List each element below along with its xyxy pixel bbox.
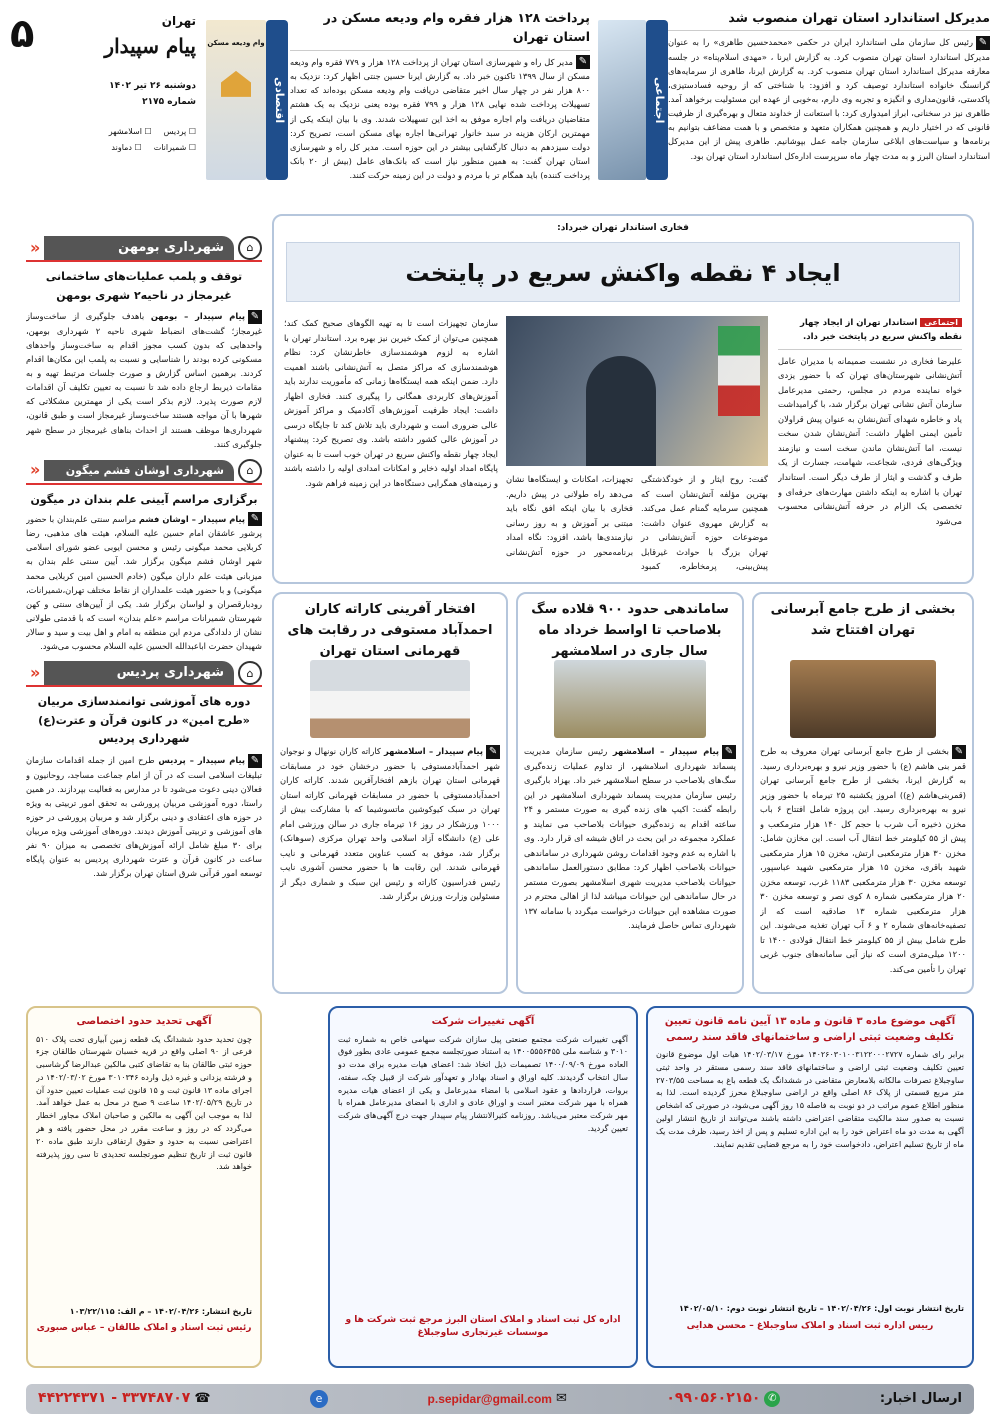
muni-label: شهرداری اوشان فشم میگون (44, 460, 234, 481)
ad-boundary (26, 1006, 262, 1368)
ad-title: آگهی تحدید حدود اختصاصی (76, 1016, 212, 1027)
article-title: ساماندهی حدود ۹۰۰ قلاده سگ بلاصاحب تا اواسط خرداد ماه سال جاری در اسلامشهر (531, 602, 729, 659)
pen-icon: ✎ (248, 754, 262, 768)
feature-text: گفت: روح ایثار و از خودگذشتگی بهترین مؤلفه آتش‌نشان است که همچنین سرمایه گمنام عمل می‌کند. به گزارش مهروی عنوان داشت: موضوعات حوزه آتش‌نشانی در تهران بزرگ با حوادث غیرقابل پیش‌بینی، پرمخاطره، کمبود تجهیزات، امکانات و ایستگاه‌ها نشان می‌دهد راه طولانی در پیش داریم. فخاری با بیان اینکه افق نگاه باید مبتنی بر آموزش و به روز رسانی نیازمندی‌ها باشد، افزود: نگاه امداد برنامه‌محور در حوزه آتش‌نشانی (506, 474, 768, 572)
ad-title: آگهی تغییرات شرکت (431, 1016, 535, 1027)
ad-body: چون تحدید حدود ششدانگ یک قطعه زمین آبیاری تحت پلاک ۵۱۰ فرعی از ۹۰ اصلی واقع در قریه خسبان شهرستان طالقان جزء حوزه ثبتی طالقان بنا به تقاضای کتبی مالکین عبدالرضا گرشاسبی و فرشته یزدانی و غیره ذیل وارده ۳۰۱۰۳۴۶ مورخ ۱۴۰۲/۰۳/۰۲ در اجرای ماده ۱۳ قانون ثبت و ۱۵ قانون ثبت عملیات تعیین حدود آن در تاریخ ۱۴۰۲/۰۵/۲۹ ساعت ۹ صبح در محل به عمل خواهد آمد. لذا به موجب این آگهی به مالکین و صاحبان املاک مجاور اخطار می‌گردد که در روز و ساعت مقرر در محل حضور یافته و هر اعتراضی نسبت به حدود و حقوق ارتفاقی دارند طبق ماده ۲۰ قانون ثبت از تاریخ تنظیم صورتجلسه تحدیدی تا سی روز پذیرفته خواهد شد. (36, 1034, 252, 1172)
issue-date: دوشنبه ۲۶ تیر ۱۴۰۲ (109, 81, 196, 91)
article-water (752, 592, 974, 994)
graphic-caption: وام ودیعه مسکن (207, 39, 265, 47)
governor-photo (506, 316, 768, 466)
article-dogs (516, 592, 744, 994)
feature-col-right (778, 316, 962, 578)
feature-text: علیرضا فخاری در نشست صمیمانه با مدیران عامل آتش‌نشانی شهرستان‌های تهران که با حضور یزدی خواه نماینده مردم در مجلس، رحمتی مدیرعامل سازمان آتش نشانی تهران برگزار شد، با گرامیداشت یاد و خاطره شهدای آتش‌نشان به عنوان پیش قراولان تأمین ایمنی اظهار داشت: آتش‌نشان شدن سخت نیست، اما آتش‌نشان ماندن سخت است و نیازمند ویژگی‌های فردی، شجاعت، شهامت، جسارت از یک طرف و گذشت و ایثار از طرف دیگر است. استاندار تهران با اشاره به اینکه داشتن مهارت‌های حرفه‌ای و تخصصی یک الزام در حرفه آتش‌نشانی محسوب می‌شود (778, 355, 962, 526)
deposit-loan-graphic (206, 20, 266, 180)
logo: تهران پیام سپیدار (104, 14, 196, 58)
city-checkbox: ☐ پردیس (163, 127, 196, 136)
ad-signature: اداره کل ثبت اسناد و املاک استان البرز مرجع ثبت شرکت ها و موسسات غیرتجاری ساوجبلاغ (345, 1314, 621, 1339)
ad-land-registration (646, 1006, 974, 1368)
municipality-logo-icon: ⌂ (238, 661, 262, 685)
muni-body: ✎پیام سپیدار – اوشان فشم مراسم سنتی علم‌بندان با حضور پرشور عاشقان امام حسین علیه السلام، هیئت های مذهبی، رضا کربلایی محمد میگونی رئیس و محسن ایوبی عضو شورای اسلامی شهر اوشان فشم میگون برگزار شد. آیین سنتی علم بندان به میزبانی هیئت علم داران میگون (خادم الحسین امین کربلایی محمد میگونی) و با حضور هیئت علمداران از نقاط مختلف تهران،شمیرانات، رودبارقصران و لواسان برگزار شد. یکی از آیین‌های سنتی و کهن شهرستان شمیرانات مراسم «علم بندان» است که با قدمتی طولانی نشان از دلدادگی مردم این منطقه به امام و اهل بیت و سید و سالار شهیدان حضرت اباعبدالله الحسین علیه السلام محسوب می‌شود. (26, 513, 262, 652)
issue-number: شماره ۲۱۷۵ (142, 97, 196, 107)
article-body: ✎پیام سپیدار – اسلامشهر کاراته کاران نونهال و نوجوان شهر احمدآبادمستوفی با حضور درخشان خود در مسابقات قهرمانی استان تهران بازهم افتخارآفرین شدند. کاراته کاران احمدآبادمستوفی با حضور در مسابقات قهرمانی کاراته استان تهران در سبک کیوکوشین ماتسوشیما که با مشارکت بیش از ۱۰۰۰ ورزشکار در روز ۱۶ تیرماه جاری در سالن ورزشی امام علی (ع) دانشگاه آزاد اسلامی واحد تهران مرکزی (سوهانک) برگزار شد، موفق به کسب عناوین متعدد قهرمانی و نایب قهرمانی شدند. این رقابت ها با حضور محسن آشوری نایب رئیس فدراسیون کاراته و رئیس این سبک و شماری دیگر از مسئولین وزارت ورزش برگزار شد. (280, 745, 500, 902)
appointment-photo (598, 20, 646, 180)
muni-label: شهرداری بومهن (44, 236, 234, 260)
feature-lead-box: اجتماعی استاندار تهران از ایجاد چهار نقطه واکنش سریع در پایتخت خبر داد. (778, 316, 962, 350)
pen-icon: ✎ (576, 55, 590, 69)
send-news-label: ارسال اخبار: (879, 1390, 962, 1406)
article-title: پرداخت ۱۲۸ هزار فقره وام ودیعه مسکن در استان تهران (290, 8, 590, 51)
article-body: ✎پیام سپیدار – اسلامشهر رئیس سازمان مدیریت پسماند شهرداری اسلامشهر، از تداوم عملیات زنده‌گیری سگ‌های بلاصاحب در سطح اسلامشهر خبر داد. بهزاد بارگیری رئیس سازمان مدیریت پسماند شهرداری اسلامشهر در این رابطه گفت: اکیپ های زنده گیری به صورت مستمر و ۲۴ ساعته اقدام به زنده‌گیری حیوانات بلاصاحب می نمایند و عملکرد مجموعه در این بحث در اتاق شیشه ای قرار دارد. وی با اشاره به عدم وجود اقدامات روشن شهرداری در ساماندهی حیوانات بلاصاحب اظهار کرد: مطابق دستورالعمل ساماندهی حیوانات بلاصاحب مدیریت شهری اسلامشهر بصورت مستمر در حال ساماندهی این حیوانات میباشد لذا از اهالی محترم در صورت مشاهده این حیوانات درخواست میگردد با سامانه ۱۳۷ شهرداری تماس حاصل فرمایند. (524, 745, 736, 931)
footer-bar (26, 1384, 974, 1414)
municipality-logo-icon: ⌂ (238, 236, 262, 260)
masthead (8, 8, 198, 208)
ad-body: آگهی تغییرات شرکت مجتمع صنعتی پیل سازان شرکت سهامی خاص به شماره ثبت ۳۰۱۰ و شناسه ملی ۱۴۰۰۵۵۵۶۴۵۵ به استناد صورتجلسه مجمع عمومی عادی بطور فوق العاده مورخ ۱۴۰۰/۰۹/۰۹ تصمیمات ذیل اتخاذ شد: اعضای هیات مدیره برای مدت دو سال انتخاب گردیدند. کلیه اوراق و اسناد بهادار و تعهدآور شرکت از قبیل چک، سفته، بروات، قراردادها و عقود اسلامی با امضاء مدیرعامل و یکی از اعضای هیات مدیره همراه با مهر شرکت معتبر است و اوراق عادی و اداری با امضای مدیرعامل همراه با مهر شرکت معتبر می‌باشد. روزنامه کثیرالانتشار پیام سپیدار جهت درج آگهی‌های شرکت تعیین گردید. (338, 1034, 628, 1134)
city-checkbox: ☐ دماوند (111, 143, 142, 153)
economic-section-tab: اقتصادی (266, 20, 288, 180)
whatsapp-icon: ✆ (764, 1391, 780, 1407)
pen-icon: ✎ (486, 745, 500, 759)
ad-signature: رئیس ثبت اسناد و املاک طالقان – عباس صبوری (36, 1323, 252, 1334)
muni-title: دوره های آموزشی توانمندسازی مربیان «طرح امین» در کانون قرآن و عترت(ع) شهرداری پردیس (37, 695, 251, 746)
ad-dates: تاریخ انتشار: ۱۴۰۲/۰۴/۲۶ – م الف: ۱۰۳/۲۲/۱۱۵ (69, 1306, 252, 1316)
pen-icon: ✎ (976, 36, 990, 50)
muni-header-boumehen (26, 236, 262, 262)
email-link[interactable]: ✉ p.sepidar@gmail.com (428, 1389, 567, 1409)
top-middle-article (290, 8, 590, 208)
main-feature (272, 214, 974, 584)
house-icon (221, 71, 251, 97)
municipality-column (26, 236, 262, 996)
ad-body: برابر رای شماره ۱۴۰۲۶۰۳۰۱۰۰۳۱۲۲۰۰۰۲۷۲۷ مورخ ۱۴۰۲/۰۳/۱۷ هیات اول موضوع قانون تعیین تکلیف وضعیت ثبتی اراضی و ساختمانهای فاقد سند رسمی مستقر در واحد ثبتی ساوجبلاغ تصرفات مالکانه بلامعارض متقاضی در ششدانگ یک قطعه باغ به مساحت ۲۷۰۳/۵۵ متر مربع قسمتی از پلاک ۸۶ اصلی واقع در اراضی ساوجبلاغ محرز گردیده است. لذا به منظور اطلاع عموم مراتب در دو نوبت به فاصله ۱۵ روز آگهی می‌شود، در صورتی که اشخاص نسبت به صدور سند مالکیت متقاضی اعتراضی داشته باشند می‌توانند از تاریخ انتشار اولین آگهی به مدت دو ماه اعتراض خود را به این اداره تسلیم و پس از اخذ رسید، ظرف مدت یک ماه از تاریخ تسلیم اعتراض، دادخواست خود را به مرجع قضایی تقدیم نمایند. (656, 1050, 964, 1149)
muni-header-pardis (26, 661, 262, 687)
ad-company-changes (328, 1006, 638, 1368)
ad-signature: رییس اداره ثبت اسناد و املاک ساوجبلاغ – محسن هدایی (686, 1320, 934, 1331)
article-title: مدیرکل استاندارد استان تهران منصوب شد (668, 8, 990, 31)
social-section-tab: اجتماعی (646, 20, 668, 180)
feature-kicker: فخاری استاندار تهران خبرداد: (557, 223, 689, 233)
feature-section-badge: اجتماعی (920, 318, 962, 327)
water-photo (790, 660, 936, 738)
chevron-left-icon: « (30, 662, 41, 682)
chevron-left-icon: « (30, 460, 41, 480)
top-right-article (668, 8, 990, 208)
article-body: ✎رئیس کل سازمان ملی استاندارد ایران در حکمی «محمدحسین طاهری» را به عنوان مدیرکل استاندارد استان تهران منصوب کرد. به گزارش ایرنا ، «مهدی اسلام‌پناه» در جلسه معارفه مدیرکل استاندارد استان تهران منصوب کرد. به گزارش ایرنا، طاهری از سرمایه‌های گرانسنگ خانواده استاندارد توصیف کرد و افزود: با شناختی که از روحیه فسادستیزی، پاکدستی، قانون‌مداری و انگیزه و تجربه وی دارم، به‌خوبی از عهده این مسئولیت برخواهد آمد. طاهری نیز در سخنانی، ابراز امیدواری کرد: با استعانت از خداوند متعال و بهره‌گیری از ظرفیت قانونی که در اختیار داریم و همچنین همکاران متعهد و متخصص و با همت مضاعف بتوانیم به برنامه‌ها و سیاست‌های ابلاغی سازمان جامه عمل بپوشانیم. طاهری پیش از این مدیرکل استاندارد استان البرز و به مدت چهار ماه سرپرست اداره‌کل استاندارد استان تهران بود. (668, 36, 990, 161)
shelter-photo (554, 660, 706, 738)
city-list (66, 126, 196, 155)
email-icon: ✉ (555, 1390, 567, 1406)
muni-title: برگزاری مراسم آیینی علم بندان در میگون (30, 492, 258, 506)
ad-dates: تاریخ انتشار نوبت اول: ۱۴۰۲/۰۴/۲۶ – تاریخ انتشار نوبت دوم: ۱۴۰۲/۰۵/۱۰ (679, 1304, 964, 1313)
speaker-figure (586, 356, 656, 466)
article-body: ✎مدیر کل راه و شهرسازی استان تهران از پرداخت ۱۲۸ هزار و ۷۷۹ فقره وام ودیعه مسکن از سال ۱۳۹۹ تاکنون خبر داد. به گزارش ایرنا حسین جنتی اظهار کرد: نزدیک به ۸۰۰ هزار نفر در چهار سال اخیر متقاضی دریافت وام ودیعه مسکن بوده‌اند که تعداد تسهیلات پرداخت شده نهایی ۱۲۸ هزار و ۷۹۹ فقره بوده یعنی نزدیک به یک هشتم متقاضیان دریافت وام اجاره موفق به اخذ این تسهیلات شدند. وی با بیان اینکه یکی از مهمترین ارکان هزینه در سبد خانوار تهرانی‌ها اجاره بهای مسکن است، تصریح کرد: دولت سیزدهم به دنبال کارگشایی بیشتر در این حوزه است. مدیر کل راه و شهرسازی استان تهران گفت: به همین منظور نیاز است که بانک‌های عامل (بیش از ۲۰ بانک پرداخت کننده) باید همگام تر با مردم و دولت در این زمینه حرکت کنند. (290, 56, 590, 180)
pen-icon: ✎ (248, 512, 262, 526)
phone-icon: ☎ (194, 1390, 211, 1406)
pen-icon: ✎ (722, 745, 736, 759)
municipality-logo-icon: ⌂ (238, 459, 262, 483)
article-title: افتخار آفرینی کاراته کاران احمدآباد مستوفی در رقابت های قهرمانی استان تهران (287, 602, 493, 659)
chevron-left-icon: « (30, 237, 41, 257)
ad-title: آگهی موضوع ماده ۳ قانون و ماده ۱۳ آیین نامه قانون تعیین تکلیف وضعیت ثبتی اراضی و ساختمانهای فاقد سند رسمی (664, 1016, 956, 1043)
article-body: ✎بخشی از طرح جامع آبرسانی تهران معروف به طرح قمر بنی هاشم (ع) با حضور وزیر نیرو و بهره‌برداری رسید. به گزارش ایرنا، بخشی از طرح جامع آبرسانی تهران (قمربنی‌هاشم (ع)) امروز یکشنبه ۲۵ تیرماه با حضور وزیر نیرو به بهره‌برداری رسید. این پروژه شامل افتتاح ۶ باب مخزن ذخیره آب شرب با حجم کل ۱۴۰ هزار مترمکعب و پیش از ۵۵ کیلومتر خط انتقال آب است. این مخازن شامل: مخزن ۳۰ هزار مترمکعبی ارتش، مخزن ۱۵ هزار مترمکعبی شهید باقری، مخزن ۱۵ هزار مترمکعبی شهید عباسپور، توسعه مخزن ۳۰ هزار مترمکعبی ۱۱۸۳ غرب، توسعه مخزن ۲۰ هزار مترمکعبی شماره ۸ کوی نصر و توسعه مخزن ۳۰ هزار مترمکعبی شماره ۱۳ صادقیه است که از تصفیه‌خانه‌های شماره ۲ و ۶ آب تهران تغذیه می‌شوند. این طرح شامل بیش از ۵۵ کیلومتر خط انتقال فولادی ۱۴۰۰ تا ۱۲۰۰ میلی‌متری است که نیاز آبی سامانه‌های جنوب غربی تهران را تأمین می‌کند. (760, 745, 966, 974)
feature-title: ایجاد ۴ نقطه واکنش سریع در پایتخت (286, 242, 960, 302)
muni-body: ✎پیام سپیدار – پردیس طرح امین از جمله اقدامات سازمان تبلیغات اسلامی است که در آن از امام جماعت مساجد، روحانیون و فعالان دینی دعوت می‌شود تا در مدارس به فعالیت بپردازند. در همین راستا، دوره آموزشی مربیان پرورشی به تحقق امور تربیتی به ویژه در حوزه های اعتقادی و دینی برگزار شد و مربیان پرورشی در حوزه های آموزشی و تربیتی آموزش دیدند. دوره‌های آموزشی ویژه مربیان برای ۳۰ مبلغ شامل ارائه آموزش‌های تخصصی به میزان ۹۰ نفر ساعت در کانون قرآن و عترت شهرداری پردیس به عنوان پایگاه توسعه امور قرآنی شرق استان تهران برگزار شد. (26, 754, 262, 879)
muni-label: شهرداری پردیس (44, 661, 234, 685)
pen-icon: ✎ (952, 745, 966, 759)
feature-text: سازمان تجهیزات است تا به تهیه الگوهای صحیح کمک کند؛ همچنین می‌توان از کمک خیرین نیز بهره برد. استاندار تهران با اشاره به لزوم هوشمندسازی خاطرنشان کرد: نظام هوشمندسازی که مراکز متصل به آتش‌نشانی باشند اهمیت دارد. ضمن اینکه همه ایستگاه‌ها زمانی که مأموریت ندارند باید آموزش‌های کاربردی همگانی را پیگیری کنند. فخاری اظهار داشت: ایجاد ظرفیت آموزش‌های آکادمیک و مراکز آموزش عالی ضروری است و شهرداری باید تلاش کند تا جایگاه درسی در آموزش عالی کشور داشته باشد. وی تصریح کرد: پیشنهاد ایجاد چهار نقطه واکنش سریع در تهران خوب است تا به عنوان پایگاه امداد اولیه ذخایر و امکانات امدادی اولیه را داشته باشند و زمینه‌های همگرایی دستگاه‌ها در این زمینه فراهم شود. (284, 318, 498, 488)
browser-icon: e (310, 1390, 328, 1408)
muni-header-oushan (26, 459, 262, 485)
article-karate (272, 592, 508, 994)
whatsapp-phone[interactable]: ✆ ۰۹۹۰۵۶۰۲۱۵۰ (666, 1388, 780, 1410)
flag-graphic (718, 326, 760, 416)
article-title: بخشی از طرح جامع آبرسانی تهران افتتاح شد (770, 602, 956, 638)
page-number: ۵ (10, 11, 35, 57)
pen-icon: ✎ (248, 310, 262, 324)
office-phones[interactable]: ☎ ۳۳۷۴۸۷۰۷ - ۴۴۲۲۴۳۷۱ (38, 1388, 210, 1410)
muni-body: ✎پیام سپیدار – بومهن باهدف جلوگیری از ساخت‌وساز غیرمجاز؛ گشت‌های انضباط شهری ناحیه ۲ شهرداری بومهن، واحدهایی که بدون کسب مجوز اقدام به ساخت‌وساز واحدهای مسکونی کرده بودند را شناسایی و نسبت به پلمب این مکان‌ها اقدام کردند. برهمین اساس گزارش و صورت جلسات مرتبط تهیه و به مقامات ذیربط ارجاع داده شد تا نسبت به تعیین تکلیف آن اقدامات لازم صورت پذیرد. لازم بذکر است یکی از مهمترین مشکلاتی که شهرها با آن مواجه هستند ساخت‌وساز غیرمجاز است و طبق قانون، شهرداری‌ها موظف هستند از احداث بناهای غیرمجاز در سطح شهر جلوگیری کنند. (26, 310, 262, 449)
city-checkbox: ☐ اسلامشهر (108, 127, 152, 136)
muni-title: توقف و پلمب عملیات‌های ساختمانی غیرمجاز در ناحیه۲ شهری بومهن (45, 270, 243, 302)
karate-team-photo (310, 660, 470, 738)
city-checkbox: ☐ شمیرانات (153, 143, 196, 153)
